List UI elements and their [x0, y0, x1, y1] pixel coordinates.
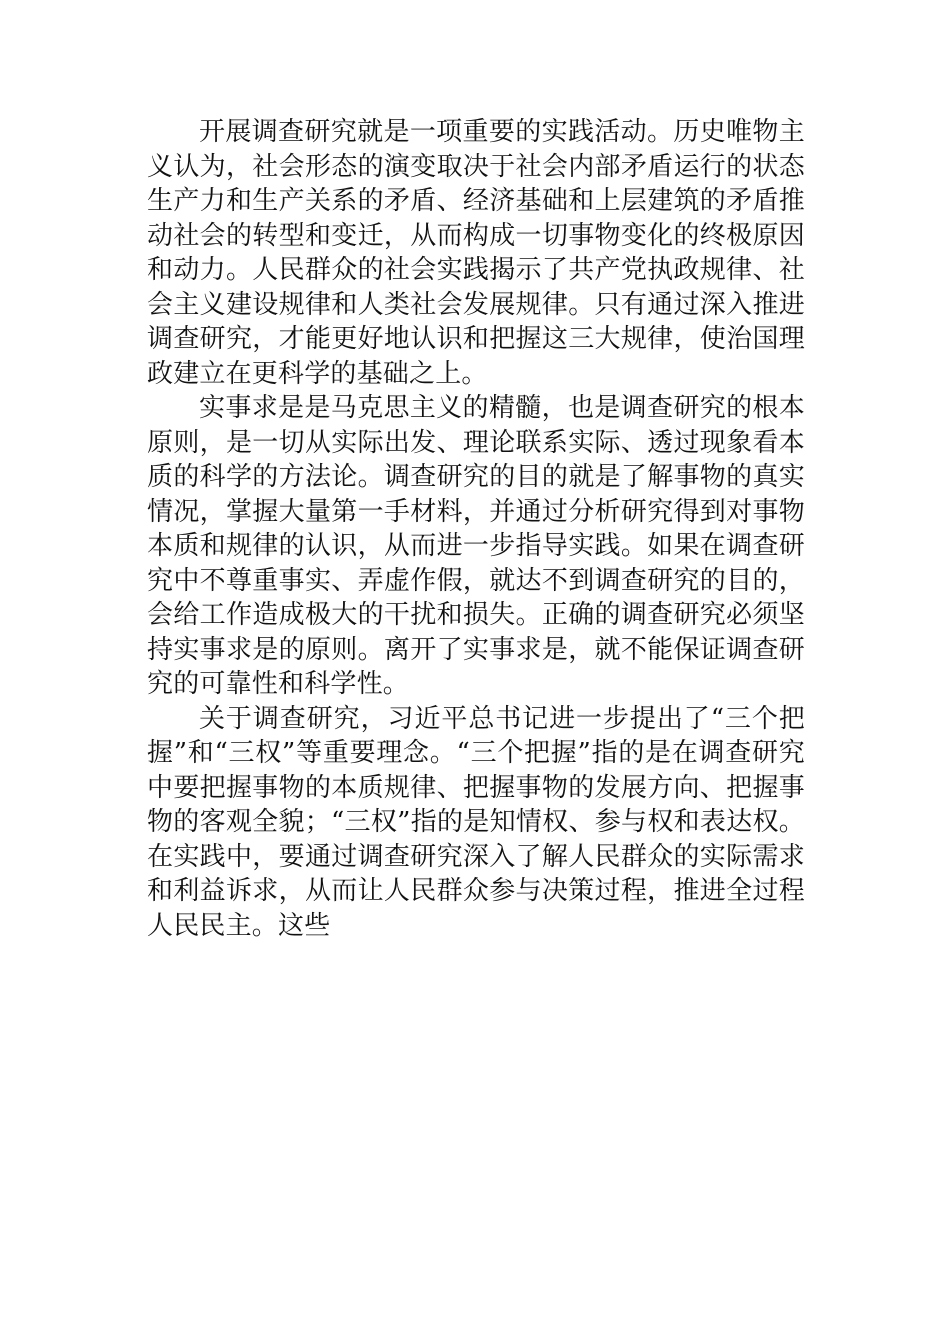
paragraph-2: 实事求是是马克思主义的精髓，也是调查研究的根本原则，是一切从实际出发、理论联系实际、透过现象看本质的科学的方法论。调查研究的目的就是了解事物的真实情况，掌握大量第一手材料，并通过分析研究得到对事物本质和规律的认识，从而进一步指导实践。如果在调查研究中不尊重事实、弄虚作假，就达不到调查研究的目的，会给工作造成极大的干扰和损失。正确的调查研究必须坚持实事求是的原则。离开了实事求是，就不能保证调查研究的可靠性和科学性。: [147, 393, 805, 699]
paragraph-1: 开展调查研究就是一项重要的实践活动。历史唯物主义认为，社会形态的演变取决于社会内部矛盾运行的状态生产力和生产关系的矛盾、经济基础和上层建筑的矛盾推动社会的转型和变迁，从而构成一切事物变化的终极原因和动力。人民群众的社会实践揭示了共产党执政规律、社会主义建设规律和人类社会发展规律。只有通过深入推进调查研究，才能更好地认识和把握这三大规律，使治国理政建立在更科学的基础之上。: [147, 117, 805, 389]
paragraph-3: 关于调查研究，习近平总书记进一步提出了“三个把握”和“三权”等重要理念。“三个把握”指的是在调查研究中要把握事物的本质规律、把握事物的发展方向、把握事物的客观全貌；“三权”指的是知情权、参与权和表达权。在实践中，要通过调查研究深入了解人民群众的实际需求和利益诉求，从而让人民群众参与决策过程，推进全过程人民民主。这些: [147, 703, 805, 941]
document-body: [147, 115, 805, 943]
